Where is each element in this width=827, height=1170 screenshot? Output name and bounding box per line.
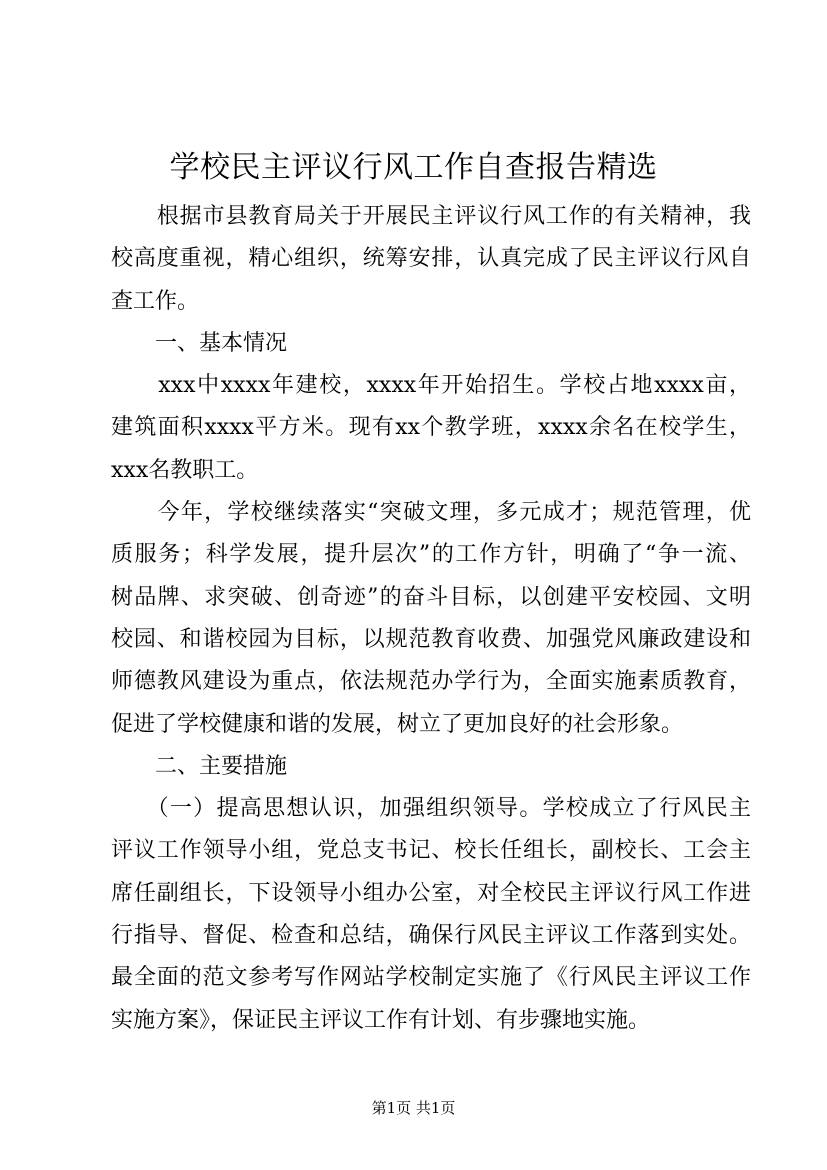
body-line: xxx中xxxx年建校，xxxx年开始招生。学校占地xxxx亩， (111, 373, 751, 399)
body-line: 质服务；科学发展，提升层次”的工作方针，明确了“争一流、 (111, 542, 751, 568)
body-line: xxx名教职工。 (111, 457, 259, 483)
body-line: 席任副组长，下设领导小组办公室，对全校民主评议行风工作进 (111, 880, 751, 906)
body-line: 根据市县教育局关于开展民主评议行风工作的有关精神，我 (111, 204, 751, 229)
document-body (111, 196, 751, 1042)
body-line: 评议工作领导小组，党总支书记、校长任组长，副校长、工会主 (111, 838, 751, 864)
document-title: 学校民主评议行风工作自查报告精选 (169, 150, 658, 185)
body-line: 最全面的范文参考写作网站学校制定实施了《行风民主评议工作 (111, 965, 751, 991)
body-line: 促进了学校健康和谐的发展，树立了更加良好的社会形象。 (111, 711, 684, 737)
body-line: 行指导、督促、检查和总结，确保行风民主评议工作落到实处。 (111, 923, 751, 949)
body-line: 校园、和谐校园为目标，以规范教育收费、加强党风廉政建设和 (111, 626, 751, 652)
body-line: 今年，学校继续落实“突破文理，多元成才；规范管理，优 (111, 500, 751, 526)
body-line: 实施方案》，保证民主评议工作有计划、有步骤地实施。 (111, 1007, 651, 1033)
body-line: 师德教风建设为重点，依法规范办学行为，全面实施素质教育， (111, 669, 751, 695)
body-line: 二、主要措施 (111, 753, 288, 779)
body-line: 建筑面积xxxx平方米。现有xx个教学班，xxxx余名在校学生， (111, 415, 751, 441)
body-line: （一）提高思想认识，加强组织领导。学校成立了行风民主 (111, 796, 751, 822)
body-line: 树品牌、求突破、创奇迹”的奋斗目标，以创建平安校园、文明 (111, 584, 751, 610)
body-line: 一、基本情况 (111, 330, 288, 356)
body-line: 校高度重视，精心组织，统筹安排，认真完成了民主评议行风自 (111, 246, 751, 272)
page-footer: 第1页 共1页 (371, 1099, 456, 1117)
body-line: 查工作。 (111, 288, 200, 314)
